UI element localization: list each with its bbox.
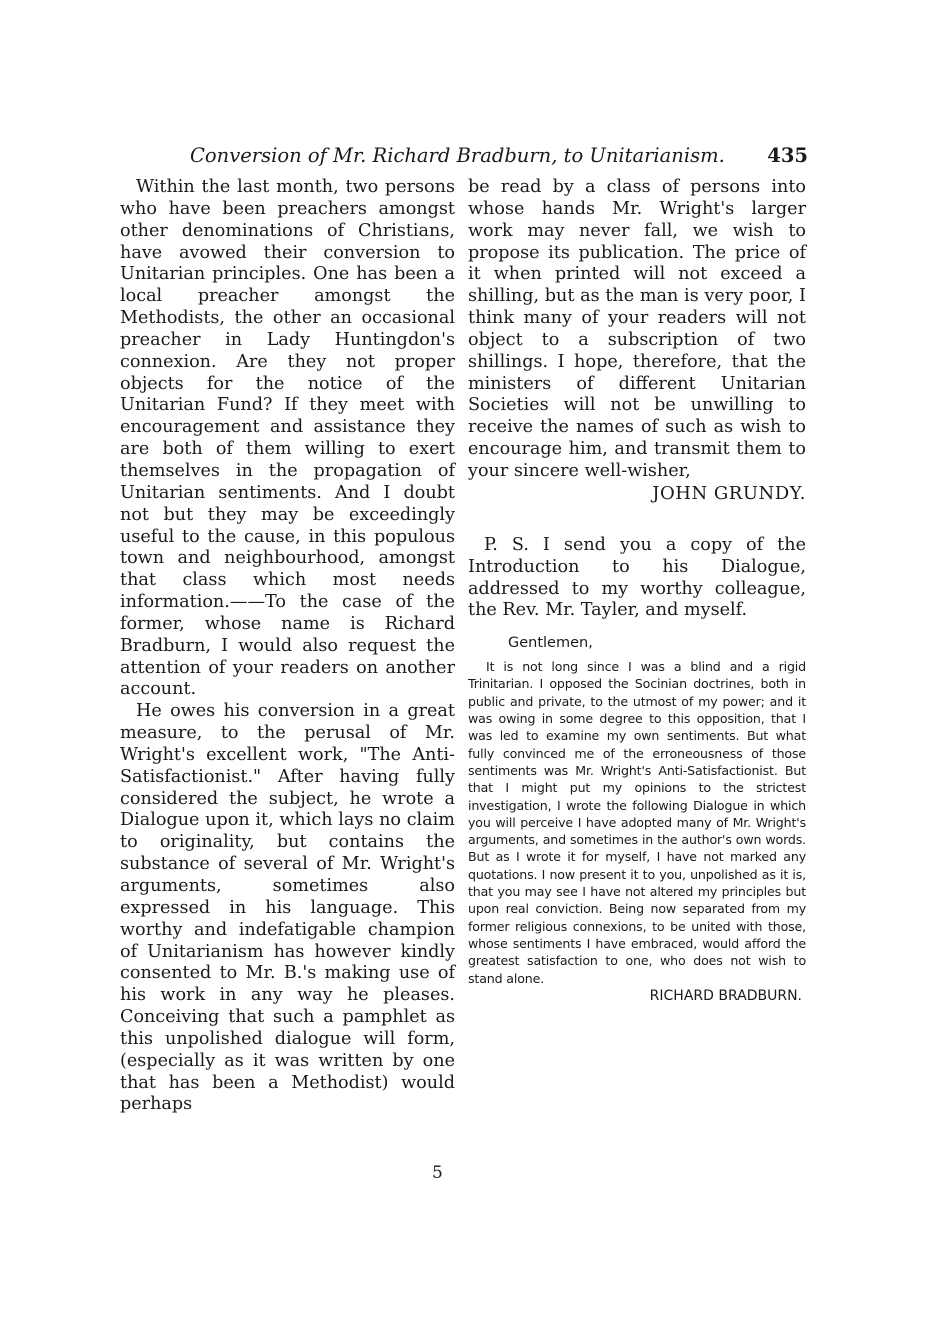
letter-salutation: Gentlemen, — [508, 635, 593, 652]
paragraph-intro: Within the last month, two persons who have been preachers amongst other denominations of Christians, have avowed their conversion to Unitarian principles. One has been a local preacher amongst the Methodists, the other an occasional preacher in Lady Huntingdon's connexion. Are they not proper objects for the notice of the Unitarian Fund? If they meet with encouragement and assistance they are both of them willing to exert themselves in the propagation of Unitarian sentiments. And I doubt not but they may be exceedingly useful to the cause, in this populous town and neighbourhood, amongst that class which most needs information.——To the case of the former, whose name is Richard Bradburn, I would also request the attention of your readers on another account. — [120, 177, 455, 700]
signature-richard-bradburn: RICHARD BRADBURN. — [649, 987, 802, 1004]
signature-john-grundy: JOHN GRUNDY. — [652, 482, 806, 504]
running-header — [190, 144, 820, 168]
right-column — [468, 177, 806, 1005]
page-number: 435 — [767, 144, 808, 167]
printer-signature-mark: 5 — [432, 1163, 443, 1183]
letter-body: It is not long since I was a blind and a rigid Trinitarian. I opposed the Socinian doctrines, both in public and private, to the utmost of my power; and it was owing in some degree to this opposition, that I was led to examine my own sentiments. But what fully convinced me of the erroneousness of those sentiments was Mr. Wright's Anti-Satisfactionist. But that I might put my opinions to the strictest investigation, I wrote the following Dialogue in which you will perceive I have adopted many of Mr. Wright's arguments, and sometimes in the author's own words. But as I wrote it for myself, I have not marked any quotations. I now present it to you, unpolished as it is, that you may see I have not altered my principles but upon real conviction. Being now separated from my former religious connexions, to be united with those, whose sentiments I have embraced, would afford the greatest satisfaction to one, who does not wish to stand alone. — [468, 659, 806, 986]
running-title: Conversion of Mr. Richard Bradburn, to Unitarianism. — [190, 144, 725, 167]
introduction-letter — [468, 634, 806, 1005]
postscript: P. S. I send you a copy of the Introduction to his Dialogue, addressed to my worthy colleague, the Rev. Mr. Tayler, and myself. — [468, 534, 806, 621]
left-column — [120, 177, 455, 1116]
paragraph-continued: be read by a class of persons into whose hands Mr. Wright's larger work may never fall, we wish to propose its publication. The price of it when printed will not exceed a shilling, but as the man is very poor, I think many of your readers will not object to a subscription of two shillings. I hope, therefore, that the ministers of different Unitarian Societies will not be unwilling to receive the names of such as wish to encourage him, and transmit them to your sincere well-wisher, — [468, 177, 806, 481]
paragraph-conversion: He owes his conversion in a great measure, to the perusal of Mr. Wright's excellent work, "The Anti-Satisfactionist." After having fully considered the subject, he wrote a Dialogue upon it, which lays no claim to originality, but contains the substance of several of Mr. Wright's arguments, sometimes also expressed in his language. This worthy and indefatigable champion of Unitarianism has however kindly consented to Mr. B.'s making use of his work in any way he pleases. Conceiving that such a pamphlet as this unpolished dialogue will form, (especially as it was written by one that has been a Methodist) would perhaps — [120, 701, 455, 1115]
